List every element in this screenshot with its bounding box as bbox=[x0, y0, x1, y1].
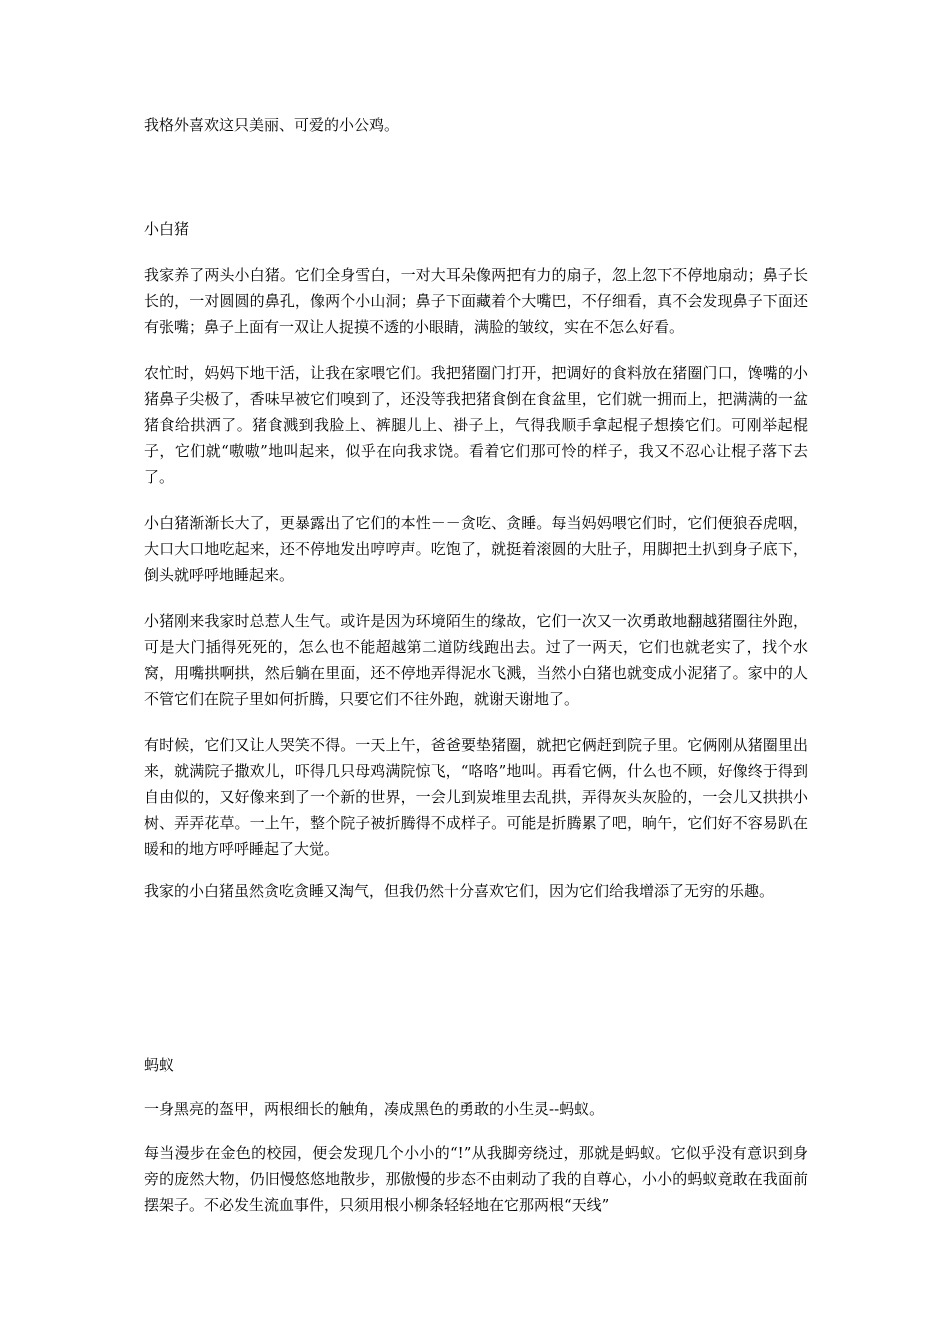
paragraph: 我家的小白猪虽然贪吃贪睡又淘气，但我仍然十分喜欢它们，因为它们给我增添了无穷的乐趣。 bbox=[144, 882, 775, 900]
spacer bbox=[144, 350, 808, 360]
paragraph: 我家养了两头小白猪。它们全身雪白，一对大耳朵像两把有力的扇子，忽上忽下不停地扇动；鼻子长长的，一对圆圆的鼻孔，像两个小山洞；鼻子下面藏着个大嘴巴，不仔细看，真不会发现鼻子下面还有张嘴；鼻子上面有一双让人捉摸不透的小眼睛，满脸的皱纹，实在不怎么好看。 bbox=[144, 266, 808, 336]
spacer bbox=[144, 722, 808, 732]
spacer bbox=[144, 196, 808, 216]
spacer bbox=[144, 340, 808, 350]
spacer bbox=[144, 490, 808, 500]
spacer bbox=[144, 1088, 808, 1096]
document-body bbox=[144, 112, 808, 1218]
paragraph: 一身黑亮的盔甲，两根细长的触角，凑成黑色的勇敢的小生灵--蚂蚁。 bbox=[144, 1100, 605, 1118]
spacer bbox=[144, 252, 808, 262]
spacer bbox=[144, 1132, 808, 1140]
paragraph: 小白猪渐渐长大了，更暴露出了它们的本性－－贪吃、贪睡。每当妈妈喂它们时，它们便狼吞虎咽，大口大口地吃起来，还不停地发出哼哼声。吃饱了，就挺着滚圆的大肚子，用脚把土扒到身子底下，倒头就呼呼地睡起来。 bbox=[144, 514, 808, 584]
spacer bbox=[144, 1078, 808, 1088]
spacer bbox=[144, 904, 808, 1052]
section-title-pig: 小白猪 bbox=[144, 220, 190, 238]
section-title-ant: 蚂蚁 bbox=[144, 1056, 175, 1074]
paragraph: 每当漫步在金色的校园，便会发现几个小小的“!”从我脚旁绕过，那就是蚂蚁。它似乎没有意识到身旁的庞然大物，仍旧慢悠悠地散步，那傲慢的步态不由刺动了我的自尊心，小小的蚂蚁竟敢在我面前摆架子。不必发生流血事件，只须用根小柳条轻轻地在它那两根“天线” bbox=[144, 1144, 808, 1214]
spacer bbox=[144, 500, 808, 510]
spacer bbox=[144, 588, 808, 598]
spacer bbox=[144, 712, 808, 722]
spacer bbox=[144, 1122, 808, 1132]
spacer bbox=[144, 242, 808, 252]
spacer bbox=[144, 862, 808, 872]
paragraph: 小猪刚来我家时总惹人生气。或许是因为环境陌生的缘故，它们一次又一次勇敢地翻越猪圈往外跑，可是大门插得死死的，怎么也不能超越第二道防线跑出去。过了一两天，它们也就老实了，找个水窝，用嘴拱啊拱，然后躺在里面，还不停地弄得泥水飞溅，当然小白猪也就变成小泥猪了。家中的人不管它们在院子里如何折腾，只要它们不往外跑，就谢天谢地了。 bbox=[144, 612, 808, 708]
spacer bbox=[144, 138, 808, 196]
spacer bbox=[144, 598, 808, 608]
paragraph: 有时候，它们又让人哭笑不得。一天上午，爸爸要垫猪圈，就把它俩赶到院子里。它俩刚从猪圈里出来，就满院子撒欢儿，吓得几只母鸡满院惊飞，“咯咯”地叫。再看它俩，什么也不顾，好像终于得到自由似的，又好像来到了一个新的世界，一会儿到炭堆里去乱拱，弄得灰头灰脸的，一会儿又拱拱小树、弄弄花草。一上午，整个院子被折腾得不成样子。可能是折腾累了吧，晌午，它们好不容易趴在暖和的地方呼呼睡起了大觉。 bbox=[144, 736, 808, 858]
paragraph: 农忙时，妈妈下地干活，让我在家喂它们。我把猪圈门打开，把调好的食料放在猪圈门口，馋嘴的小猪鼻子尖极了，香味早被它们嗅到了，还没等我把猪食倒在食盆里，它们就一拥而上，把满满的一盆猪食给拱洒了。猪食溅到我脸上、裤腿儿上、褂子上，气得我顺手拿起棍子想揍它们。可刚举起棍子，它们就“嗷嗷”地叫起来，似乎在向我求饶。看着它们那可怜的样子，我又不忍心让棍子落下去了。 bbox=[144, 364, 808, 486]
intro-line: 我格外喜欢这只美丽、可爱的小公鸡。 bbox=[144, 116, 400, 134]
